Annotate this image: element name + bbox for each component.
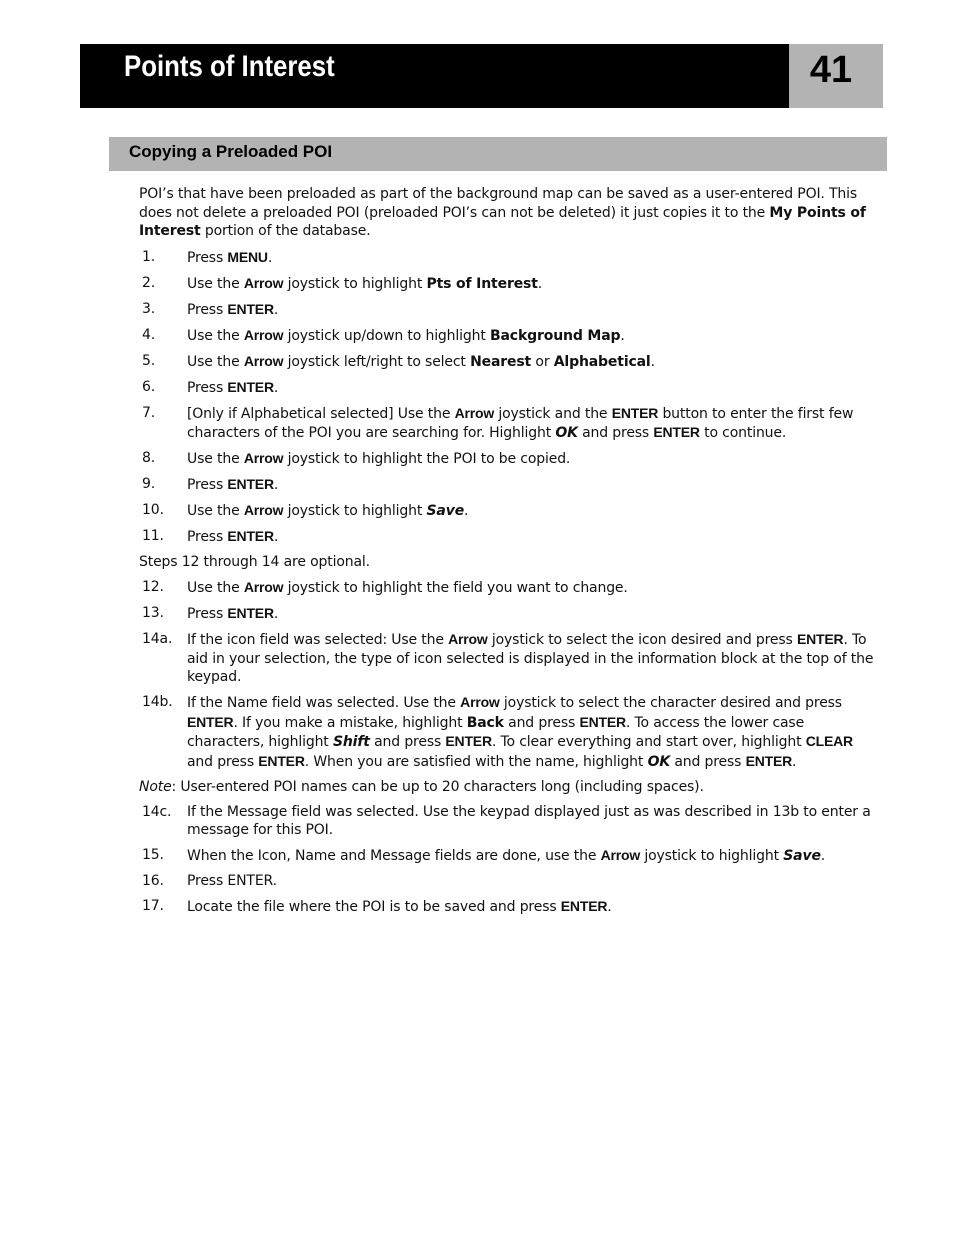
step-text: button to enter the first few characters of the POI you are searching for. Highlight: [187, 405, 854, 441]
key-name: ENTER: [653, 424, 700, 440]
step-number: 8.: [142, 450, 156, 466]
step-number: 9.: [142, 476, 156, 492]
step-item: [139, 274, 883, 294]
step-text: Use the: [187, 353, 244, 370]
step-item: [139, 248, 883, 268]
step-item: [139, 501, 883, 521]
step-text: Use the: [187, 503, 244, 519]
step-text: If the Name field was selected. Use the: [187, 695, 461, 711]
menu-item-name: Nearest: [470, 353, 532, 370]
step-item: [139, 693, 883, 771]
key-name: CLEAR: [805, 733, 853, 749]
step-text: .: [650, 353, 655, 370]
page-number-box: [789, 44, 883, 108]
intro-text-end: portion of the database.: [200, 223, 371, 239]
step-text: joystick to select the character desired and press: [499, 695, 842, 711]
step-number: 1.: [142, 248, 156, 265]
step-text: . To access the lower case characters, highlight: [187, 714, 805, 750]
step-text: . When you are satisfied with the name, highlight: [304, 753, 648, 770]
page-number: 41: [809, 49, 853, 91]
step-text: If the icon field was selected: Use the: [187, 632, 449, 648]
key-name: Arrow: [243, 326, 284, 343]
key-name: ENTER: [258, 752, 305, 769]
step-item: [139, 527, 883, 547]
step-text: and press: [369, 734, 446, 750]
note-label: Note: [139, 778, 172, 795]
note-paragraph: [139, 778, 883, 797]
step-item: [139, 872, 883, 891]
key-name: MENU: [227, 248, 268, 265]
menu-item-name: Back: [466, 714, 504, 731]
step-text: Use the: [187, 275, 244, 292]
step-number: 17.: [142, 898, 164, 914]
key-name: Arrow: [460, 694, 500, 710]
step-item: [139, 352, 883, 372]
menu-item-name: Save: [783, 848, 821, 864]
key-name: Arrow: [454, 404, 495, 421]
key-name: ENTER: [227, 300, 274, 317]
step-text: .: [607, 899, 612, 915]
step-text: and press: [670, 753, 746, 770]
key-name: Arrow: [448, 631, 488, 647]
step-number: 16.: [142, 873, 164, 889]
key-name: ENTER: [579, 713, 626, 730]
key-name: ENTER: [227, 476, 274, 492]
step-text: joystick left/right to select: [283, 353, 471, 370]
step-text: .: [273, 379, 279, 396]
key-name: ENTER: [227, 605, 274, 621]
step-number: 6.: [142, 378, 156, 395]
step-text: [Only if Alphabetical selected] Use the: [187, 405, 455, 422]
chapter-header: [80, 44, 789, 108]
step-text: Press ENTER.: [187, 873, 277, 889]
step-number: 2.: [142, 274, 156, 291]
step-text: .: [273, 301, 279, 318]
step-item: [139, 475, 883, 495]
key-name: Arrow: [243, 274, 284, 291]
menu-item-name: Alphabetical: [553, 353, 651, 370]
step-text: . If you make a mistake, highlight: [233, 714, 467, 731]
step-number: 12.: [142, 579, 164, 595]
step-text: If the Message field was selected. Use the keypad displayed just as was described in 13b to enter a message for this POI.: [187, 803, 871, 838]
step-text: Use the: [187, 327, 244, 344]
step-item: [139, 578, 883, 598]
step-text: .: [537, 275, 543, 292]
step-text: Press: [187, 379, 228, 396]
key-name: Arrow: [243, 450, 284, 466]
key-name: Arrow: [243, 502, 284, 518]
step-number: 14a.: [142, 631, 173, 647]
step-text: Press: [187, 606, 228, 622]
step-text: .: [273, 477, 279, 493]
step-item: [139, 326, 883, 346]
optional-steps-note: Steps 12 through 14 are optional.: [139, 554, 370, 570]
step-text: . To aid in your selection, the type of icon selected is displayed in the information block at the top of the keypad.: [187, 632, 874, 685]
step-text: When the Icon, Name and Message fields are done, use the: [187, 848, 601, 864]
step-text: to continue.: [699, 425, 787, 441]
step-text: Press: [187, 477, 228, 493]
step-text: . To clear everything and start over, highlight: [491, 734, 806, 750]
step-text: Press: [187, 249, 228, 266]
key-name: ENTER: [745, 752, 793, 769]
key-name: ENTER: [611, 404, 659, 421]
step-text: .: [267, 249, 273, 266]
menu-item-name: Pts of Interest: [426, 275, 538, 292]
step-text: and press: [187, 753, 259, 770]
step-text: Locate the file where the POI is to be saved and press: [187, 899, 561, 915]
step-number: 10.: [142, 502, 164, 518]
step-text: joystick and the: [494, 405, 612, 422]
step-text: Use the: [187, 451, 244, 467]
step-number: 11.: [142, 528, 164, 544]
step-text: .: [273, 606, 279, 622]
key-name: Arrow: [243, 352, 284, 369]
key-name: ENTER: [560, 898, 608, 914]
menu-item-name: OK: [555, 425, 578, 441]
step-text: and press: [503, 714, 580, 731]
step-text: joystick to highlight the field you want to change.: [283, 580, 628, 596]
step-text: and press: [577, 425, 654, 441]
step-text: .: [792, 753, 797, 770]
step-text: .: [820, 848, 826, 864]
step-text: Use the: [187, 580, 244, 596]
key-name: ENTER: [227, 528, 274, 544]
section-header: [109, 137, 887, 171]
step-number: 5.: [142, 352, 156, 369]
step-item: [139, 897, 883, 917]
chapter-title: Points of Interest: [124, 50, 335, 83]
step-number: 15.: [142, 847, 164, 863]
page-content: [139, 185, 883, 923]
step-item: [139, 604, 883, 624]
key-name: Arrow: [600, 847, 641, 863]
key-name: ENTER: [187, 713, 234, 730]
step-text: .: [464, 503, 469, 519]
step-item: [139, 803, 883, 840]
step-text: Press: [187, 301, 228, 318]
intro-text: POI’s that have been preloaded as part of the background map can be saved as a user-entered POI. This does not delete a preloaded POI (preloaded POI’s can not be deleted) it just copies it to the: [139, 186, 858, 221]
menu-item-name: Save: [426, 503, 465, 519]
step-text: joystick to select the icon desired and press: [487, 632, 797, 648]
intro-paragraph: [139, 185, 883, 241]
step-text: joystick to highlight the POI to be copied.: [283, 451, 571, 467]
intro-bold-term: My Points of Interest: [139, 204, 866, 239]
step-number: 4.: [142, 326, 156, 343]
step-item: [139, 404, 883, 443]
key-name: ENTER: [796, 631, 844, 647]
step-text: joystick to highlight: [283, 503, 427, 519]
step-text: joystick to highlight: [640, 848, 784, 864]
step-text: .: [273, 529, 279, 545]
menu-item-name: OK: [647, 753, 671, 770]
step-number: 14c.: [142, 803, 172, 820]
step-item: [139, 630, 883, 687]
step-item: [139, 300, 883, 320]
step-text: joystick to highlight: [283, 275, 427, 292]
step-item: [139, 378, 883, 398]
note-text: : User-entered POI names can be up to 20 characters long (including spaces).: [171, 778, 704, 795]
step-number: 3.: [142, 300, 156, 317]
step-number: 13.: [142, 605, 164, 621]
menu-item-name: Shift: [332, 734, 370, 750]
step-item: [139, 846, 883, 866]
step-text: or: [531, 353, 554, 370]
step-text: Press: [187, 529, 228, 545]
key-name: ENTER: [445, 733, 492, 749]
menu-item-name: Background Map: [489, 327, 621, 344]
step-text: .: [620, 327, 625, 344]
step-text: joystick up/down to highlight: [283, 327, 490, 344]
key-name: ENTER: [227, 378, 274, 395]
step-number: 14b.: [142, 694, 173, 710]
key-name: Arrow: [243, 579, 284, 595]
step-item: [139, 449, 883, 469]
step-number: 7.: [142, 404, 156, 421]
section-title: Copying a Preloaded POI: [129, 142, 333, 161]
